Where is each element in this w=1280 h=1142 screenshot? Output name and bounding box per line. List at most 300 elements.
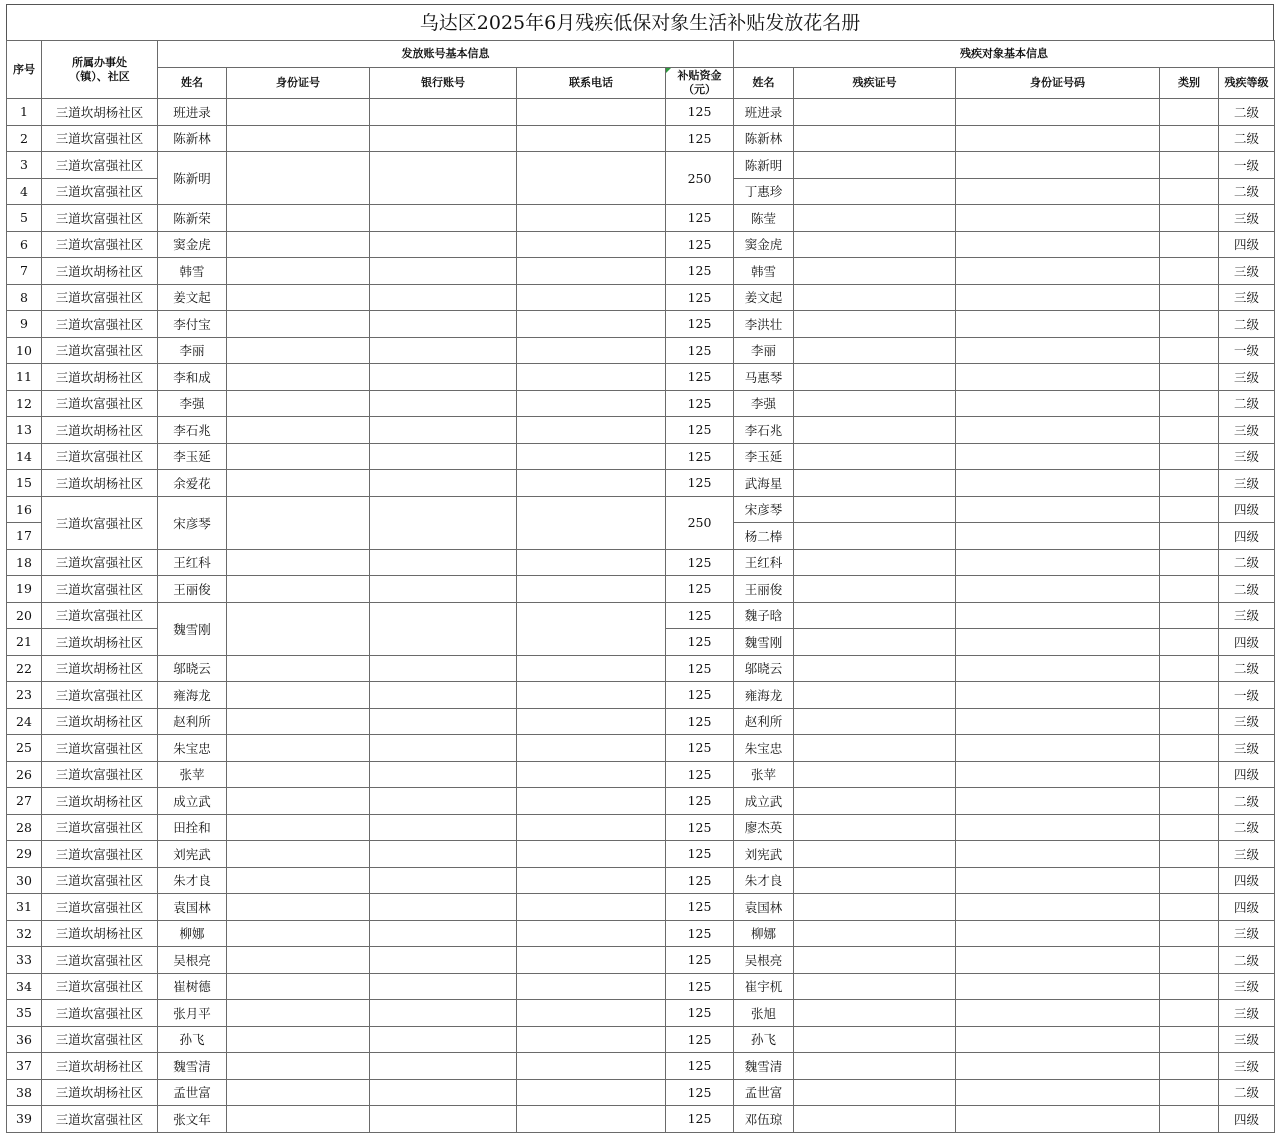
cell-subsidy: 125 (666, 99, 734, 126)
header-office-line1: 所属办事处 (72, 55, 127, 69)
cell-seq: 12 (7, 390, 42, 417)
cell-phone (517, 602, 666, 655)
cell-category (1160, 205, 1219, 232)
cell-category (1160, 973, 1219, 1000)
cell-disabled-id-no (956, 125, 1160, 152)
cell-name: 李和成 (158, 364, 227, 391)
cell-category (1160, 735, 1219, 762)
cell-disabled-id-no (956, 443, 1160, 470)
cell-id-no (227, 867, 370, 894)
cell-name: 刘宪武 (158, 841, 227, 868)
cell-disabled-name: 崔宇杌 (734, 973, 794, 1000)
cell-category (1160, 947, 1219, 974)
cell-office: 三道坎富强社区 (42, 284, 158, 311)
cell-name: 柳娜 (158, 920, 227, 947)
cell-bank-account (370, 549, 517, 576)
cell-category (1160, 496, 1219, 523)
cell-bank-account (370, 125, 517, 152)
table-row (7, 655, 1275, 682)
cell-category (1160, 761, 1219, 788)
cell-category (1160, 814, 1219, 841)
cell-level: 四级 (1219, 867, 1275, 894)
cell-subsidy: 125 (666, 364, 734, 391)
cell-seq: 21 (7, 629, 42, 656)
cell-subsidy: 125 (666, 125, 734, 152)
cell-disabled-name: 丁惠珍 (734, 178, 794, 205)
cell-subsidy: 125 (666, 947, 734, 974)
cell-disabled-id-no (956, 867, 1160, 894)
cell-category (1160, 867, 1219, 894)
cell-seq: 24 (7, 708, 42, 735)
cell-office: 三道坎胡杨社区 (42, 258, 158, 285)
cell-name: 姜文起 (158, 284, 227, 311)
cell-id-no (227, 125, 370, 152)
cell-disabled-name: 李洪壮 (734, 311, 794, 338)
cell-level: 四级 (1219, 894, 1275, 921)
cell-office: 三道坎富强社区 (42, 814, 158, 841)
cell-disability-cert (794, 549, 956, 576)
cell-name: 张苹 (158, 761, 227, 788)
cell-disabled-name: 朱才良 (734, 867, 794, 894)
cell-phone (517, 947, 666, 974)
table-row (7, 231, 1275, 258)
cell-disabled-id-no (956, 470, 1160, 497)
cell-subsidy: 125 (666, 1079, 734, 1106)
cell-category (1160, 178, 1219, 205)
cell-bank-account (370, 761, 517, 788)
cell-office: 三道坎胡杨社区 (42, 1079, 158, 1106)
cell-office: 三道坎富强社区 (42, 841, 158, 868)
cell-phone (517, 364, 666, 391)
cell-id-no (227, 364, 370, 391)
cell-subsidy: 125 (666, 417, 734, 444)
cell-disabled-name: 袁国林 (734, 894, 794, 921)
cell-disabled-name: 宋彦琴 (734, 496, 794, 523)
cell-id-no (227, 417, 370, 444)
cell-phone (517, 390, 666, 417)
cell-id-no (227, 549, 370, 576)
cell-level: 三级 (1219, 443, 1275, 470)
cell-level: 四级 (1219, 1106, 1275, 1133)
cell-id-no (227, 311, 370, 338)
cell-disability-cert (794, 841, 956, 868)
table-row (7, 284, 1275, 311)
cell-seq: 17 (7, 523, 42, 550)
cell-disabled-id-no (956, 894, 1160, 921)
cell-disability-cert (794, 231, 956, 258)
header-office (42, 41, 158, 99)
cell-phone (517, 973, 666, 1000)
cell-disability-cert (794, 655, 956, 682)
cell-id-no (227, 761, 370, 788)
cell-category (1160, 258, 1219, 285)
table-row (7, 99, 1275, 126)
cell-level: 三级 (1219, 973, 1275, 1000)
cell-subsidy: 125 (666, 682, 734, 709)
cell-name: 田拴和 (158, 814, 227, 841)
cell-category (1160, 549, 1219, 576)
cell-name: 吴根亮 (158, 947, 227, 974)
cell-category (1160, 788, 1219, 815)
cell-level: 二级 (1219, 788, 1275, 815)
cell-id-no (227, 947, 370, 974)
cell-phone (517, 1106, 666, 1133)
cell-seq: 36 (7, 1026, 42, 1053)
cell-name: 成立武 (158, 788, 227, 815)
cell-subsidy: 125 (666, 337, 734, 364)
cell-disabled-name: 赵利所 (734, 708, 794, 735)
cell-seq: 32 (7, 920, 42, 947)
cell-level: 三级 (1219, 1000, 1275, 1027)
cell-subsidy: 125 (666, 894, 734, 921)
cell-disabled-id-no (956, 761, 1160, 788)
cell-disabled-id-no (956, 523, 1160, 550)
cell-office: 三道坎胡杨社区 (42, 655, 158, 682)
cell-subsidy: 125 (666, 1026, 734, 1053)
cell-bank-account (370, 1000, 517, 1027)
cell-name: 朱宝忠 (158, 735, 227, 762)
cell-disability-cert (794, 523, 956, 550)
cell-subsidy: 125 (666, 629, 734, 656)
cell-disability-cert (794, 629, 956, 656)
table-row (7, 1079, 1275, 1106)
cell-seq: 15 (7, 470, 42, 497)
cell-id-no (227, 337, 370, 364)
cell-id-no (227, 231, 370, 258)
cell-subsidy: 125 (666, 576, 734, 603)
cell-seq: 31 (7, 894, 42, 921)
cell-phone (517, 231, 666, 258)
cell-disabled-name: 李强 (734, 390, 794, 417)
cell-name: 宋彦琴 (158, 496, 227, 549)
cell-bank-account (370, 337, 517, 364)
cell-seq: 6 (7, 231, 42, 258)
cell-disability-cert (794, 152, 956, 179)
cell-disability-cert (794, 920, 956, 947)
cell-phone (517, 761, 666, 788)
cell-name: 魏雪清 (158, 1053, 227, 1080)
cell-name: 雍海龙 (158, 682, 227, 709)
cell-level: 二级 (1219, 390, 1275, 417)
cell-disability-cert (794, 1106, 956, 1133)
cell-name: 李付宝 (158, 311, 227, 338)
cell-disabled-id-no (956, 841, 1160, 868)
cell-seq: 16 (7, 496, 42, 523)
cell-id-no (227, 284, 370, 311)
cell-disabled-name: 班进录 (734, 99, 794, 126)
cell-office: 三道坎富强社区 (42, 973, 158, 1000)
cell-seq: 39 (7, 1106, 42, 1133)
cell-subsidy: 125 (666, 973, 734, 1000)
cell-level: 三级 (1219, 364, 1275, 391)
table-row (7, 602, 1275, 629)
cell-disabled-id-no (956, 602, 1160, 629)
cell-disabled-id-no (956, 258, 1160, 285)
cell-category (1160, 311, 1219, 338)
cell-level: 二级 (1219, 655, 1275, 682)
cell-category (1160, 576, 1219, 603)
cell-disabled-name: 杨二棒 (734, 523, 794, 550)
cell-bank-account (370, 258, 517, 285)
table-row (7, 788, 1275, 815)
cell-level: 四级 (1219, 523, 1275, 550)
cell-disabled-name: 陈新林 (734, 125, 794, 152)
cell-category (1160, 1079, 1219, 1106)
cell-disability-cert (794, 576, 956, 603)
cell-subsidy: 125 (666, 311, 734, 338)
cell-office: 三道坎富强社区 (42, 205, 158, 232)
cell-seq: 9 (7, 311, 42, 338)
cell-name: 陈新明 (158, 152, 227, 205)
cell-office: 三道坎富强社区 (42, 761, 158, 788)
cell-category (1160, 470, 1219, 497)
cell-disabled-name: 李丽 (734, 337, 794, 364)
table-row (7, 682, 1275, 709)
cell-disabled-id-no (956, 178, 1160, 205)
cell-category (1160, 629, 1219, 656)
cell-disabled-id-no (956, 152, 1160, 179)
table-body (7, 99, 1275, 1133)
cell-disabled-name: 魏雪刚 (734, 629, 794, 656)
cell-disabled-name: 刘宪武 (734, 841, 794, 868)
table-row (7, 549, 1275, 576)
table-row (7, 814, 1275, 841)
table-row (7, 470, 1275, 497)
cell-disabled-name: 姜文起 (734, 284, 794, 311)
table-row (7, 1053, 1275, 1080)
cell-disabled-id-no (956, 629, 1160, 656)
cell-disabled-id-no (956, 231, 1160, 258)
cell-level: 三级 (1219, 205, 1275, 232)
cell-office: 三道坎胡杨社区 (42, 470, 158, 497)
cell-name: 王丽俊 (158, 576, 227, 603)
cell-seq: 27 (7, 788, 42, 815)
cell-name: 朱才良 (158, 867, 227, 894)
cell-subsidy: 125 (666, 549, 734, 576)
cell-seq: 38 (7, 1079, 42, 1106)
table-row (7, 576, 1275, 603)
cell-subsidy: 125 (666, 920, 734, 947)
cell-phone (517, 125, 666, 152)
cell-office: 三道坎富强社区 (42, 682, 158, 709)
cell-name: 张文年 (158, 1106, 227, 1133)
cell-category (1160, 602, 1219, 629)
cell-level: 一级 (1219, 337, 1275, 364)
table-row (7, 496, 1275, 523)
cell-bank-account (370, 364, 517, 391)
cell-name: 崔树德 (158, 973, 227, 1000)
cell-category (1160, 152, 1219, 179)
cell-level: 二级 (1219, 576, 1275, 603)
cell-disabled-id-no (956, 788, 1160, 815)
cell-subsidy: 125 (666, 602, 734, 629)
cell-bank-account (370, 1053, 517, 1080)
cell-disabled-name: 陈莹 (734, 205, 794, 232)
cell-phone (517, 443, 666, 470)
cell-disabled-name: 魏雪清 (734, 1053, 794, 1080)
cell-id-no (227, 1106, 370, 1133)
cell-seq: 5 (7, 205, 42, 232)
cell-disabled-id-no (956, 973, 1160, 1000)
cell-subsidy: 125 (666, 1053, 734, 1080)
cell-disabled-id-no (956, 337, 1160, 364)
cell-office: 三道坎富强社区 (42, 443, 158, 470)
cell-name: 李丽 (158, 337, 227, 364)
cell-name: 班进录 (158, 99, 227, 126)
cell-disability-cert (794, 682, 956, 709)
cell-id-no (227, 1026, 370, 1053)
cell-id-no (227, 708, 370, 735)
cell-level: 三级 (1219, 708, 1275, 735)
cell-disabled-id-no (956, 576, 1160, 603)
table-row (7, 125, 1275, 152)
cell-phone (517, 867, 666, 894)
cell-disabled-id-no (956, 1053, 1160, 1080)
cell-phone (517, 549, 666, 576)
cell-office: 三道坎胡杨社区 (42, 708, 158, 735)
cell-category (1160, 655, 1219, 682)
cell-phone (517, 814, 666, 841)
cell-subsidy: 125 (666, 284, 734, 311)
cell-subsidy: 125 (666, 655, 734, 682)
header-phone: 联系电话 (517, 68, 666, 99)
cell-office: 三道坎胡杨社区 (42, 920, 158, 947)
cell-office: 三道坎富强社区 (42, 867, 158, 894)
cell-bank-account (370, 417, 517, 444)
cell-subsidy: 125 (666, 1106, 734, 1133)
cell-bank-account (370, 231, 517, 258)
cell-subsidy: 125 (666, 443, 734, 470)
cell-subsidy: 125 (666, 231, 734, 258)
cell-name: 袁国林 (158, 894, 227, 921)
cell-name: 李石兆 (158, 417, 227, 444)
cell-level: 三级 (1219, 470, 1275, 497)
cell-bank-account (370, 1079, 517, 1106)
cell-disabled-id-no (956, 1106, 1160, 1133)
cell-name: 李强 (158, 390, 227, 417)
cell-id-no (227, 735, 370, 762)
cell-category (1160, 920, 1219, 947)
cell-disabled-name: 武海星 (734, 470, 794, 497)
cell-category (1160, 390, 1219, 417)
cell-category (1160, 364, 1219, 391)
header-disabled-name: 姓名 (734, 68, 794, 99)
cell-office: 三道坎富强社区 (42, 337, 158, 364)
cell-disability-cert (794, 973, 956, 1000)
cell-bank-account (370, 682, 517, 709)
cell-subsidy: 250 (666, 152, 734, 205)
cell-bank-account (370, 841, 517, 868)
cell-phone (517, 152, 666, 205)
cell-seq: 8 (7, 284, 42, 311)
cell-seq: 33 (7, 947, 42, 974)
cell-subsidy: 125 (666, 390, 734, 417)
cell-disability-cert (794, 814, 956, 841)
cell-office: 三道坎胡杨社区 (42, 99, 158, 126)
cell-category (1160, 125, 1219, 152)
cell-bank-account (370, 735, 517, 762)
cell-category (1160, 1026, 1219, 1053)
cell-subsidy: 125 (666, 708, 734, 735)
cell-phone (517, 841, 666, 868)
cell-disability-cert (794, 284, 956, 311)
cell-disability-cert (794, 602, 956, 629)
cell-seq: 29 (7, 841, 42, 868)
cell-office: 三道坎富强社区 (42, 390, 158, 417)
cell-name: 李玉延 (158, 443, 227, 470)
cell-id-no (227, 973, 370, 1000)
cell-disability-cert (794, 178, 956, 205)
cell-disabled-name: 邓伍琼 (734, 1106, 794, 1133)
cell-name: 赵利所 (158, 708, 227, 735)
cell-disability-cert (794, 496, 956, 523)
cell-disabled-name: 张旭 (734, 1000, 794, 1027)
cell-disabled-name: 马惠琴 (734, 364, 794, 391)
cell-bank-account (370, 1106, 517, 1133)
header-id-no: 身份证号 (227, 68, 370, 99)
cell-name: 孟世富 (158, 1079, 227, 1106)
cell-id-no (227, 99, 370, 126)
cell-phone (517, 735, 666, 762)
cell-disability-cert (794, 867, 956, 894)
cell-disabled-name: 陈新明 (734, 152, 794, 179)
cell-seq: 28 (7, 814, 42, 841)
cell-phone (517, 496, 666, 549)
cell-name: 陈新荣 (158, 205, 227, 232)
cell-bank-account (370, 99, 517, 126)
table-row (7, 947, 1275, 974)
cell-disability-cert (794, 708, 956, 735)
cell-phone (517, 788, 666, 815)
cell-phone (517, 682, 666, 709)
cell-category (1160, 1106, 1219, 1133)
cell-name: 窦金虎 (158, 231, 227, 258)
cell-seq: 7 (7, 258, 42, 285)
cell-disabled-name: 魏子晗 (734, 602, 794, 629)
cell-seq: 19 (7, 576, 42, 603)
cell-disabled-name: 王红科 (734, 549, 794, 576)
table-row (7, 1000, 1275, 1027)
cell-disabled-id-no (956, 1026, 1160, 1053)
cell-level: 三级 (1219, 258, 1275, 285)
cell-office: 三道坎胡杨社区 (42, 629, 158, 656)
cell-category (1160, 443, 1219, 470)
cell-office: 三道坎富强社区 (42, 735, 158, 762)
cell-phone (517, 258, 666, 285)
cell-office: 三道坎胡杨社区 (42, 788, 158, 815)
cell-office: 三道坎胡杨社区 (42, 1053, 158, 1080)
cell-disability-cert (794, 761, 956, 788)
cell-phone (517, 920, 666, 947)
cell-id-no (227, 655, 370, 682)
cell-disabled-name: 韩雪 (734, 258, 794, 285)
header-seq: 序号 (7, 41, 42, 99)
cell-disabled-id-no (956, 284, 1160, 311)
cell-id-no (227, 390, 370, 417)
table-row (7, 867, 1275, 894)
cell-office: 三道坎富强社区 (42, 576, 158, 603)
cell-category (1160, 708, 1219, 735)
cell-bank-account (370, 867, 517, 894)
cell-disability-cert (794, 470, 956, 497)
cell-name: 韩雪 (158, 258, 227, 285)
table-row (7, 735, 1275, 762)
cell-level: 二级 (1219, 947, 1275, 974)
cell-disabled-id-no (956, 311, 1160, 338)
cell-subsidy: 125 (666, 788, 734, 815)
cell-bank-account (370, 655, 517, 682)
cell-seq: 26 (7, 761, 42, 788)
